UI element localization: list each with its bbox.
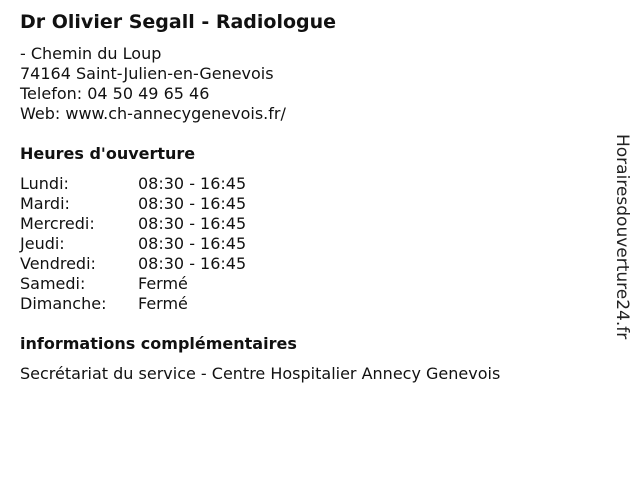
day-label: Mardi:: [20, 194, 70, 213]
additional-info-text: Secrétariat du service - Centre Hospitalier Annecy Genevois: [20, 364, 501, 383]
address-phone: Telefon: 04 50 49 65 46: [20, 84, 210, 103]
address-street: - Chemin du Loup: [20, 44, 162, 63]
address-web: Web: www.ch-annecygenevois.fr/: [20, 104, 286, 123]
address-city: 74164 Saint-Julien-en-Genevois: [20, 64, 274, 83]
watermark-text: Horairesdouverture24.fr: [612, 134, 632, 340]
address-block: [20, 44, 286, 124]
day-label: Jeudi:: [20, 234, 65, 253]
day-label: Mercredi:: [20, 214, 95, 233]
site-watermark: [610, 134, 636, 344]
opening-hours-heading: Heures d'ouverture: [20, 144, 196, 163]
hours-value: Fermé: [138, 274, 188, 293]
hours-value: 08:30 - 16:45: [138, 234, 247, 253]
day-label: Vendredi:: [20, 254, 96, 273]
hours-value: 08:30 - 16:45: [138, 254, 247, 273]
day-label: Lundi:: [20, 174, 69, 193]
hours-value: 08:30 - 16:45: [138, 194, 247, 213]
day-label: Samedi:: [20, 274, 86, 293]
day-label: Dimanche:: [20, 294, 107, 313]
hours-value: Fermé: [138, 294, 188, 313]
page-title: Dr Olivier Segall - Radiologue: [20, 11, 337, 33]
additional-info-heading: informations complémentaires: [20, 334, 297, 353]
hours-value: 08:30 - 16:45: [138, 174, 247, 193]
hours-value: 08:30 - 16:45: [138, 214, 247, 233]
